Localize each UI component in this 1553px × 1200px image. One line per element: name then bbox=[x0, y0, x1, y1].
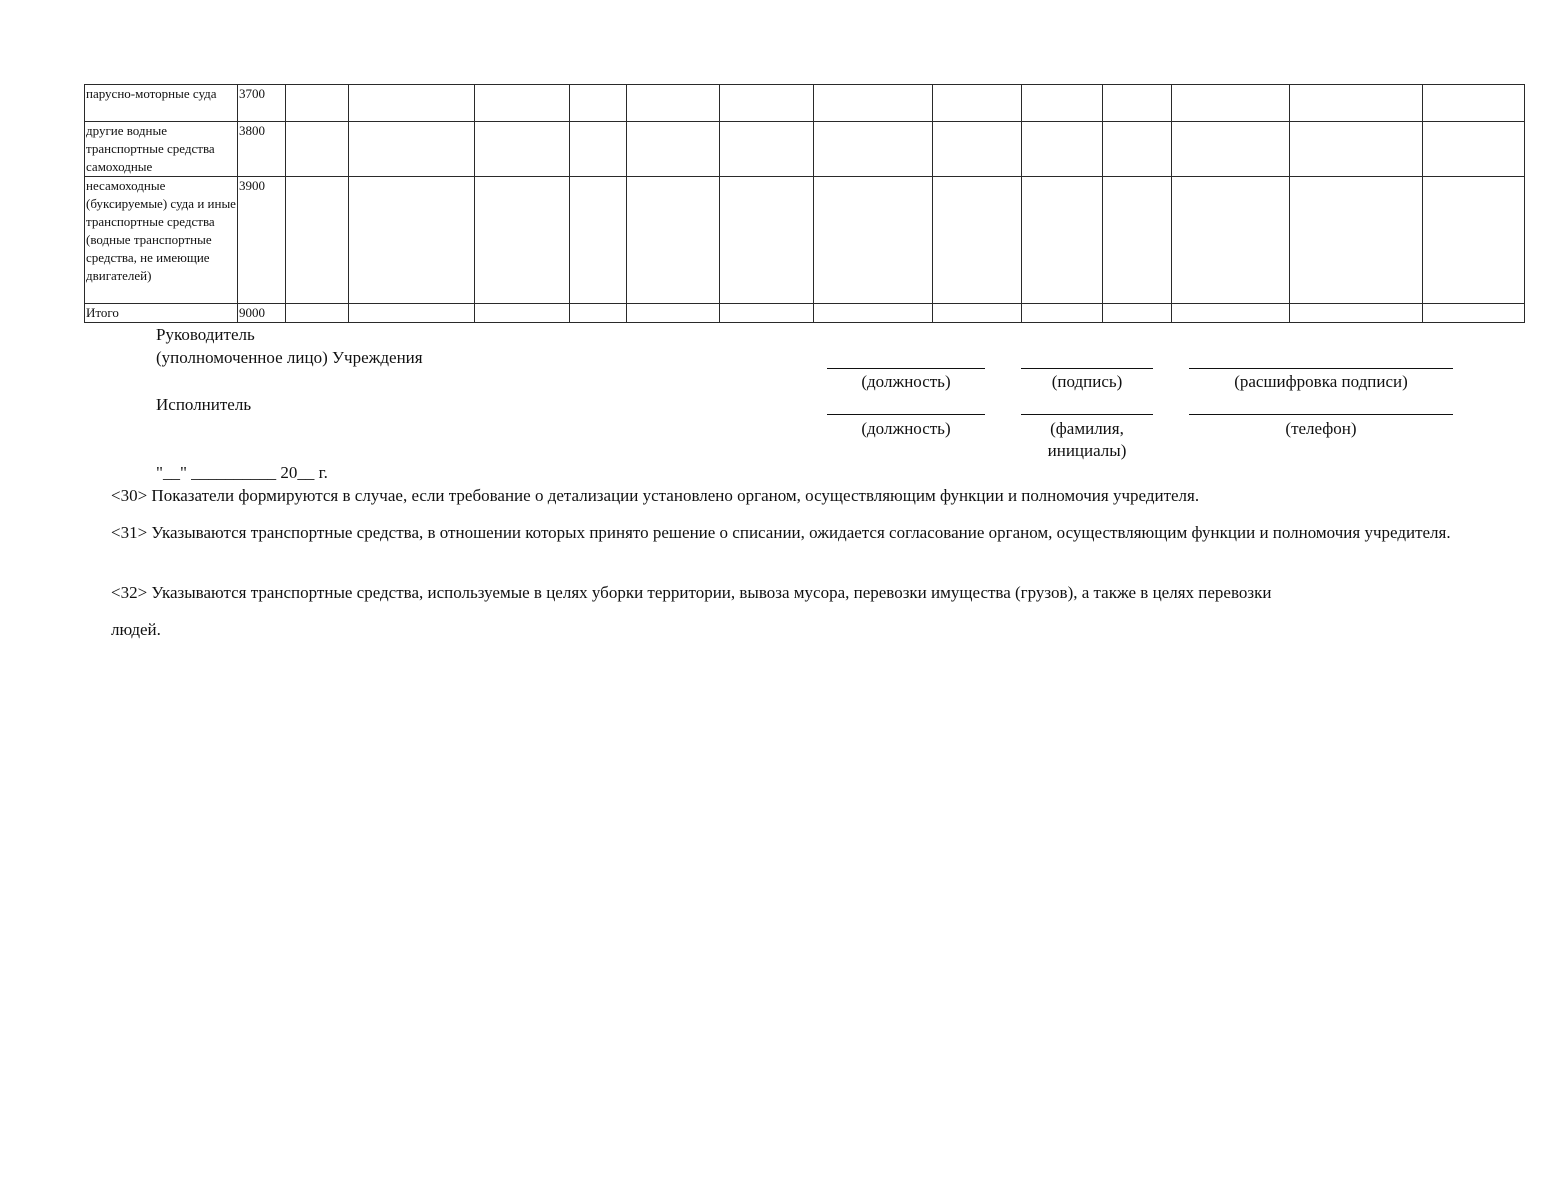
empty-cell bbox=[1022, 85, 1103, 122]
empty-cell bbox=[1172, 85, 1290, 122]
empty-cell bbox=[1423, 122, 1525, 177]
vehicles-table bbox=[84, 84, 1525, 323]
empty-cell bbox=[1103, 304, 1172, 323]
empty-cell bbox=[933, 122, 1022, 177]
head-decode-caption: (расшифровка подписи) bbox=[1234, 372, 1408, 391]
executor-name-line bbox=[1021, 414, 1153, 415]
executor-name-caption: (фамилия, bbox=[1050, 419, 1124, 438]
row-name-cell: другие водные транспортные средства самоходные bbox=[85, 122, 238, 177]
empty-cell bbox=[1103, 177, 1172, 304]
empty-cell bbox=[286, 85, 349, 122]
table-row bbox=[85, 122, 1525, 177]
empty-cell bbox=[814, 122, 933, 177]
empty-cell bbox=[814, 85, 933, 122]
empty-cell bbox=[814, 304, 933, 323]
empty-cell bbox=[349, 122, 475, 177]
empty-cell bbox=[1172, 177, 1290, 304]
date-line: "__" __________ 20__ г. bbox=[156, 463, 328, 482]
empty-cell bbox=[286, 304, 349, 323]
empty-cell bbox=[1290, 122, 1423, 177]
empty-cell bbox=[1172, 122, 1290, 177]
row-name-cell: Итого bbox=[85, 304, 238, 323]
table-row bbox=[85, 85, 1525, 122]
head-signature-caption: (подпись) bbox=[1051, 372, 1123, 391]
footnote-31: <31> Указываются транспортные средства, в отношении которых принято решение о списании, ожидается согласование органом, осуществляющим функции и полномочия учредителя. bbox=[111, 523, 1451, 542]
head-label: Руководитель bbox=[156, 325, 255, 344]
empty-cell bbox=[570, 304, 627, 323]
table-row bbox=[85, 177, 1525, 304]
empty-cell bbox=[933, 85, 1022, 122]
empty-cell bbox=[570, 85, 627, 122]
row-code-cell: 3800 bbox=[238, 122, 286, 177]
empty-cell bbox=[1423, 85, 1525, 122]
empty-cell bbox=[349, 85, 475, 122]
empty-cell bbox=[814, 177, 933, 304]
footnote-32: <32> Указываются транспортные средства, используемые в целях уборки территории, вывоза мусора, перевозки имущества (грузов), а также в целях перевозки bbox=[111, 583, 1272, 602]
empty-cell bbox=[475, 122, 570, 177]
head-position-caption: (должность) bbox=[861, 372, 951, 391]
empty-cell bbox=[1022, 304, 1103, 323]
row-name-cell: парусно-моторные суда bbox=[85, 85, 238, 122]
empty-cell bbox=[570, 122, 627, 177]
empty-cell bbox=[1423, 304, 1525, 323]
empty-cell bbox=[933, 304, 1022, 323]
empty-cell bbox=[720, 304, 814, 323]
row-code-cell: 3900 bbox=[238, 177, 286, 304]
empty-cell bbox=[1290, 304, 1423, 323]
empty-cell bbox=[349, 304, 475, 323]
empty-cell bbox=[475, 304, 570, 323]
empty-cell bbox=[349, 177, 475, 304]
head-sublabel: (уполномоченное лицо) Учреждения bbox=[156, 348, 423, 367]
empty-cell bbox=[286, 122, 349, 177]
empty-cell bbox=[1103, 85, 1172, 122]
footnote-32-continued: людей. bbox=[111, 620, 161, 639]
footnote-30: <30> Показатели формируются в случае, если требование о детализации установлено органом, осуществляющим функции и полномочия учредителя. bbox=[111, 486, 1200, 505]
head-position-line bbox=[827, 368, 985, 369]
empty-cell bbox=[1423, 177, 1525, 304]
head-decode-line bbox=[1189, 368, 1453, 369]
empty-cell bbox=[720, 122, 814, 177]
empty-cell bbox=[1022, 122, 1103, 177]
row-code-cell: 9000 bbox=[238, 304, 286, 323]
empty-cell bbox=[475, 177, 570, 304]
empty-cell bbox=[933, 177, 1022, 304]
empty-cell bbox=[627, 177, 720, 304]
row-name-cell: несамоходные (буксируемые) суда и иные транспортные средства (водные транспортные средства, не имеющие двигателей) bbox=[85, 177, 238, 304]
row-code-cell: 3700 bbox=[238, 85, 286, 122]
empty-cell bbox=[1103, 122, 1172, 177]
table-row-total bbox=[85, 304, 1525, 323]
executor-label: Исполнитель bbox=[156, 395, 252, 414]
empty-cell bbox=[475, 85, 570, 122]
empty-cell bbox=[286, 177, 349, 304]
empty-cell bbox=[1290, 85, 1423, 122]
empty-cell bbox=[627, 85, 720, 122]
executor-phone-line bbox=[1189, 414, 1453, 415]
empty-cell bbox=[1172, 304, 1290, 323]
executor-name-caption-2: инициалы) bbox=[1047, 441, 1127, 460]
empty-cell bbox=[720, 177, 814, 304]
empty-cell bbox=[1290, 177, 1423, 304]
empty-cell bbox=[627, 304, 720, 323]
executor-position-caption: (должность) bbox=[861, 419, 951, 438]
executor-phone-caption: (телефон) bbox=[1285, 419, 1357, 438]
executor-position-line bbox=[827, 414, 985, 415]
empty-cell bbox=[570, 177, 627, 304]
empty-cell bbox=[720, 85, 814, 122]
head-signature-line bbox=[1021, 368, 1153, 369]
empty-cell bbox=[1022, 177, 1103, 304]
empty-cell bbox=[627, 122, 720, 177]
